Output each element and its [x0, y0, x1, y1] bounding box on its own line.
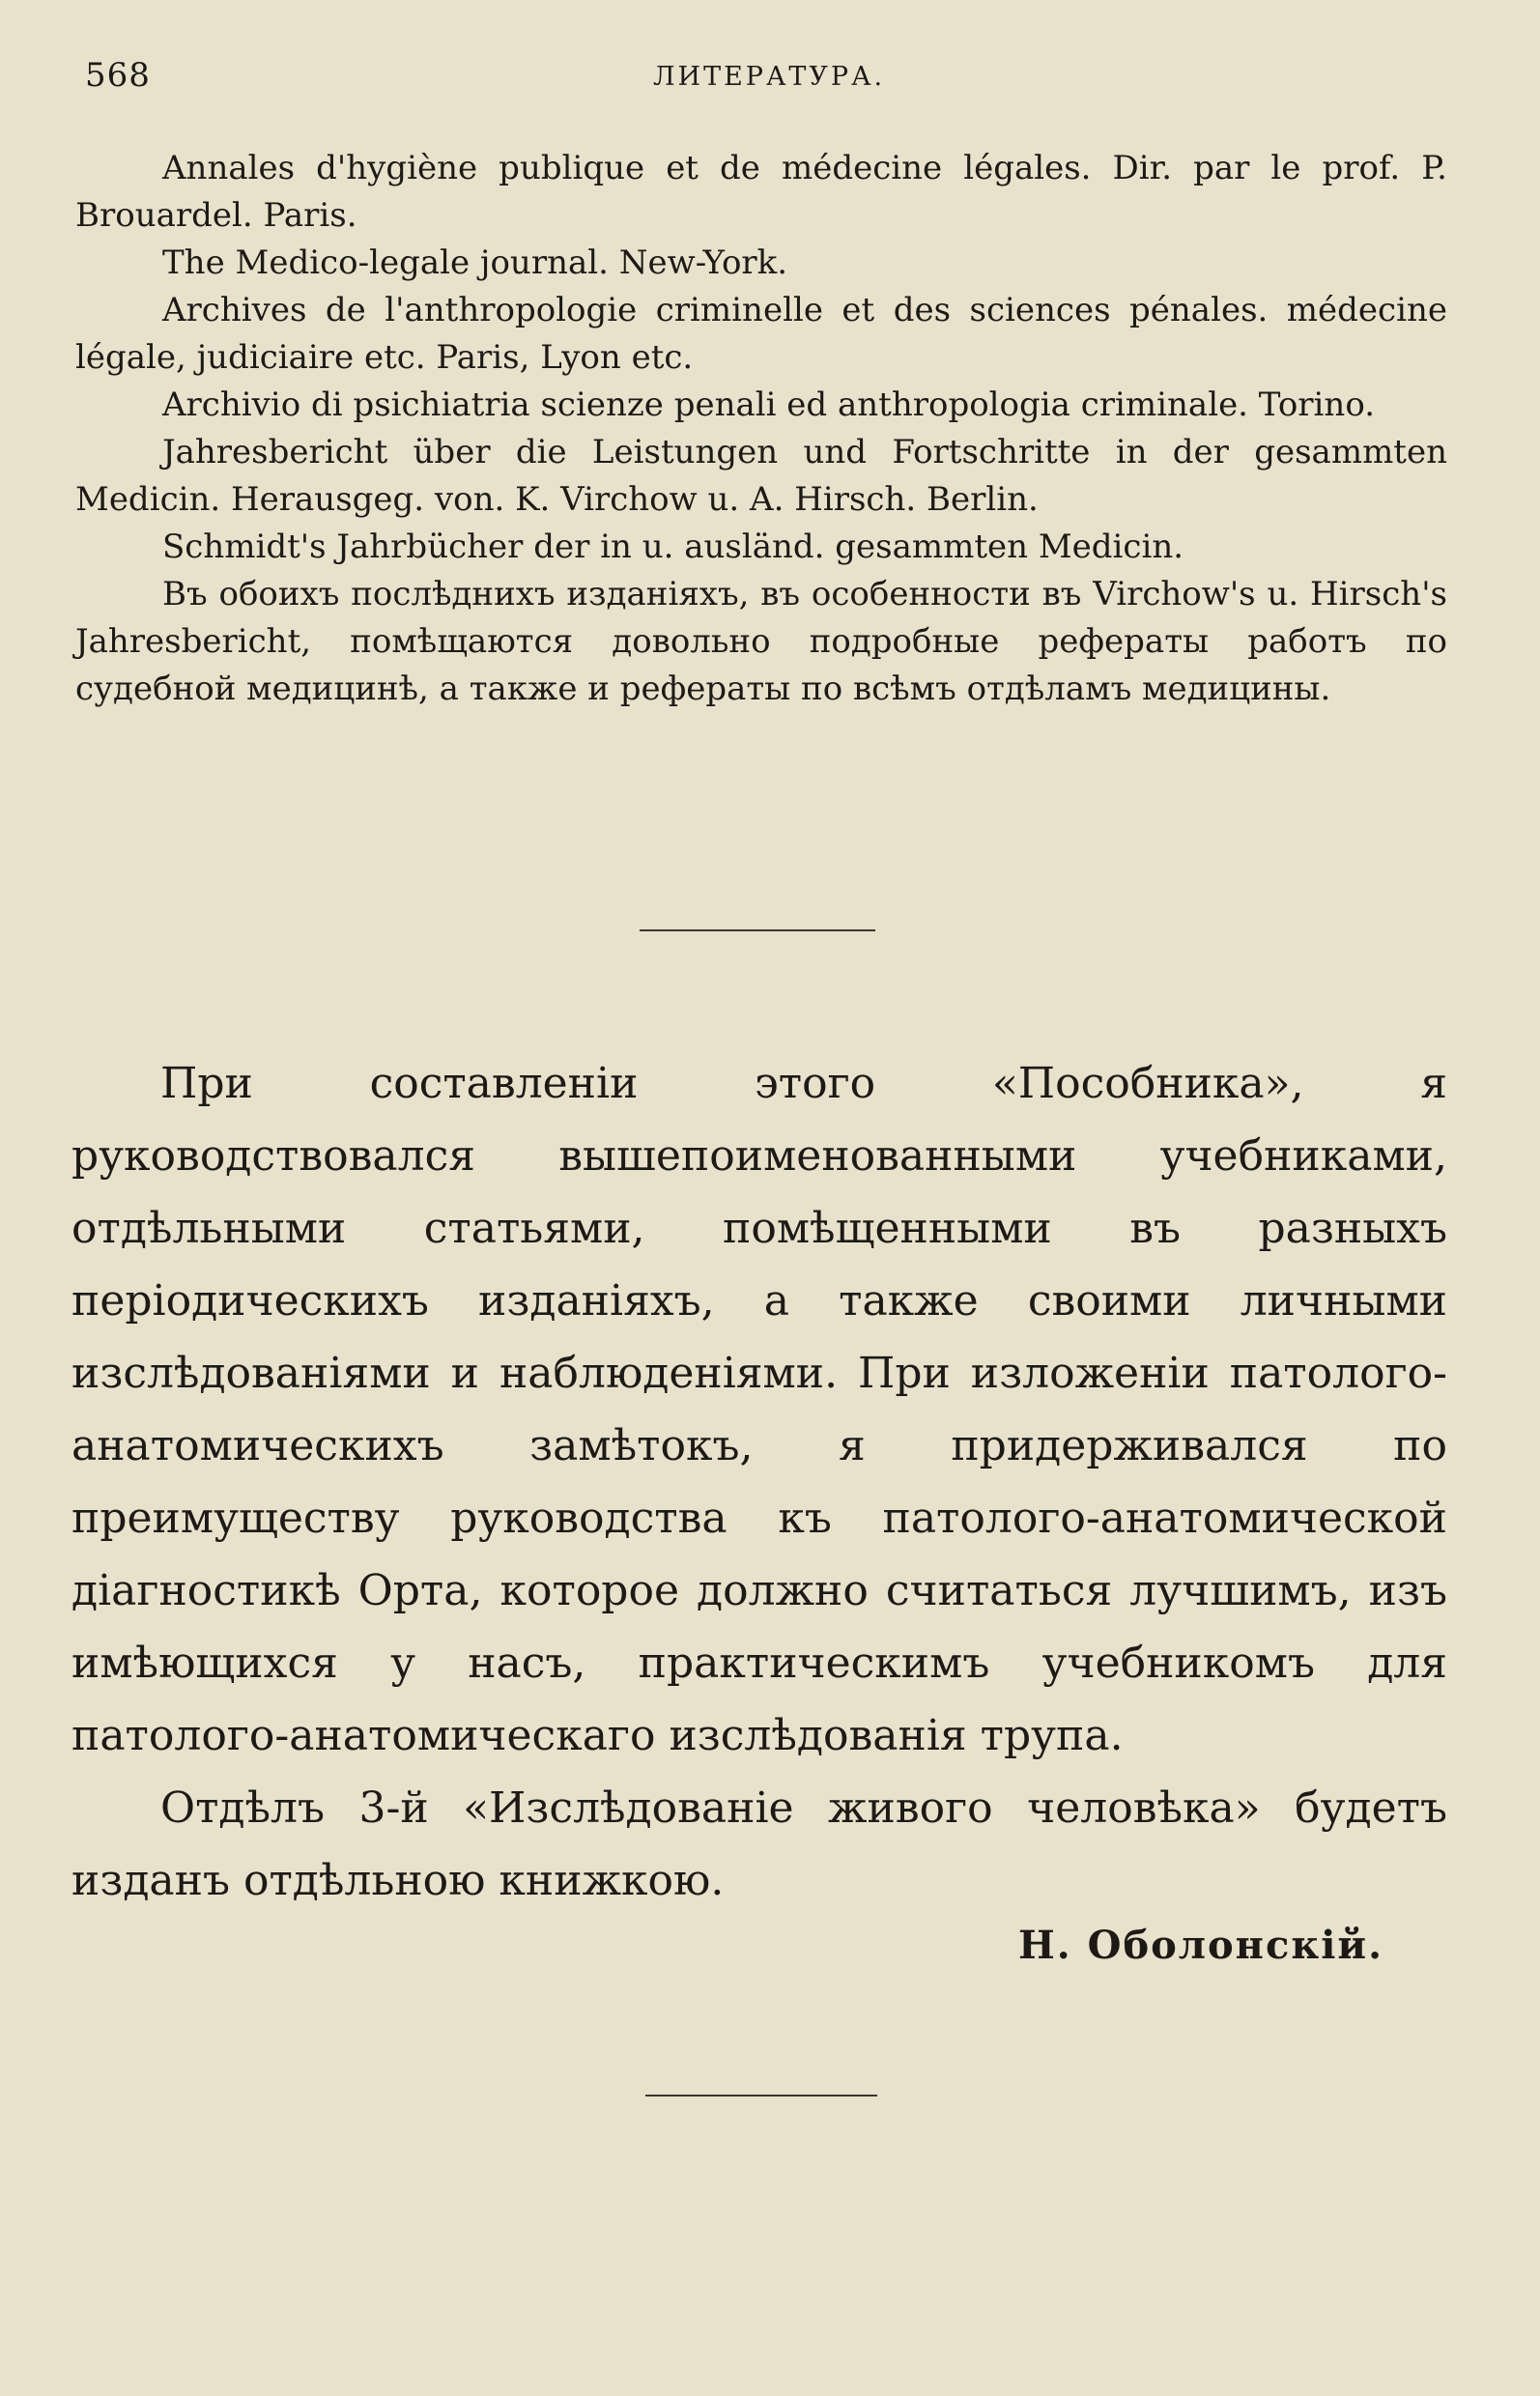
reference-entry: Schmidt's Jahrbücher der in u. ausländ. gesammten Medicin. [162, 528, 1184, 566]
reference-entry: The Medico-legale journal. New-York. [162, 243, 788, 282]
reference-entry: Annales d'hygiène publique et de médecine légales. Dir. par le prof. P. Brouardel. Paris. [75, 149, 1447, 235]
reference-note: Въ обоихъ послѣднихъ изданіяхъ, въ особенности въ Virchow's u. Hirsch's Jahresbericht, помѣщаются довольно подробные рефераты работъ по судебной медицинѣ, а также и рефераты по всѣмъ отдѣламъ медицины. [75, 575, 1447, 708]
preface-paragraph: Отдѣлъ 3-й «Изслѣдованіе живого человѣка» будетъ изданъ отдѣльною книжкою. [71, 1783, 1447, 1905]
reference-entry: Archives de l'anthropologie criminelle et des sciences pénales. médecine légale, judiciaire etc. Paris, Lyon etc. [75, 291, 1447, 377]
reference-list [75, 145, 1447, 713]
page-number: 568 [85, 56, 151, 95]
reference-entry: Archivio di psichiatria scienze penali ed anthropologia criminale. Torino. [162, 385, 1376, 424]
reference-entry: Jahresbericht über die Leistungen und Fortschritte in der gesammten Medicin. Herausgeg. von. K. Virchow u. A. Hirsch. Berlin. [75, 433, 1447, 519]
running-head: ЛИТЕРАТУРА. [653, 62, 886, 92]
end-divider [645, 2095, 877, 2096]
section-divider [640, 929, 875, 931]
preface-paragraph: При составленіи этого «Пособника», я руководствовался вышепоименованными учебниками, отдѣльными статьями, помѣщенными въ разныхъ періодическихъ изданіяхъ, а также своими личными изслѣдованіями и наблюденіями. При изложеніи патолого-анатомическихъ замѣтокъ, я придерживался по преимуществу руководства къ патолого-анатомической діагностикѣ Орта, которое должно считаться лучшимъ, изъ имѣющихся у насъ, практическимъ учебникомъ для патолого-анатомическаго изслѣдованія трупа. [71, 1059, 1447, 1760]
preface-text [71, 1047, 1447, 1917]
author-signature: Н. Оболонскій. [1017, 1923, 1383, 1968]
